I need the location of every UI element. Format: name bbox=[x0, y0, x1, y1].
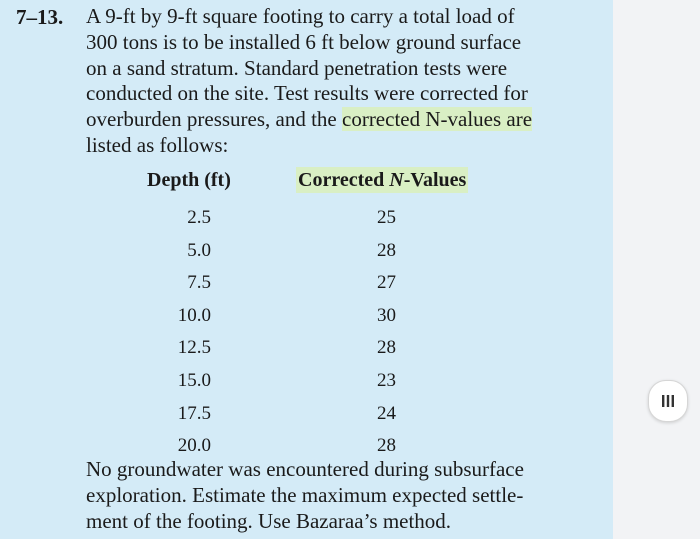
nvalue-column-header[interactable] bbox=[296, 167, 468, 193]
problem-line-4: conducted on the site. Test results were corrected for bbox=[86, 81, 528, 106]
vertical-bars-icon bbox=[661, 394, 675, 408]
depth-cell: 2.5 bbox=[187, 207, 211, 228]
depth-cell: 10.0 bbox=[177, 304, 211, 326]
nvalue-cell: 23 bbox=[377, 370, 396, 391]
depth-cell: 17.5 bbox=[177, 402, 211, 424]
closing-statement bbox=[86, 457, 556, 534]
highlighted-text[interactable]: corrected N-values are bbox=[342, 107, 533, 132]
nvalue-cell: 28 bbox=[377, 337, 396, 359]
problem-line-1: A 9-ft by 9-ft square footing to carry a total load of bbox=[86, 4, 515, 28]
nvalue-cell: 30 bbox=[377, 304, 396, 326]
closing-line-2: exploration. Estimate the maximum expected settle- bbox=[86, 482, 524, 507]
problem-line-2: 300 tons is to be installed 6 ft below ground surface bbox=[86, 29, 522, 54]
problem-number: 7–13. bbox=[16, 5, 64, 29]
nvalue-header-suffix: -Values bbox=[403, 169, 467, 191]
nvalue-header-prefix: Corrected bbox=[298, 169, 390, 191]
problem-line-5 bbox=[86, 107, 556, 133]
nvalue-cell: 27 bbox=[377, 272, 396, 294]
problem-line-5-text: overburden pressures, and the bbox=[86, 107, 342, 132]
nvalue-cell: 25 bbox=[377, 207, 396, 228]
nvalue-header-n: N bbox=[389, 169, 404, 191]
problem-line-3: on a sand stratum. Standard penetration tests were bbox=[86, 55, 508, 80]
depth-column-header: Depth (ft) bbox=[147, 169, 231, 191]
side-panel bbox=[613, 0, 700, 539]
depth-cell: 15.0 bbox=[177, 370, 211, 391]
depth-cell: 5.0 bbox=[187, 239, 211, 261]
depth-cell: 20.0 bbox=[177, 435, 211, 457]
nvalue-cell: 28 bbox=[377, 435, 396, 457]
problem-statement bbox=[86, 4, 556, 159]
nvalue-cell: 28 bbox=[377, 239, 396, 261]
problem-line-6: listed as follows: bbox=[86, 132, 229, 157]
depth-cell: 7.5 bbox=[187, 272, 211, 294]
nvalue-cell: 24 bbox=[377, 402, 396, 424]
depth-cell: 12.5 bbox=[177, 337, 211, 359]
closing-line-1: No groundwater was encountered during subsurface bbox=[86, 457, 524, 481]
menu-button[interactable] bbox=[648, 380, 688, 422]
closing-line-3: ment of the footing. Use Bazaraa’s method. bbox=[86, 508, 452, 533]
